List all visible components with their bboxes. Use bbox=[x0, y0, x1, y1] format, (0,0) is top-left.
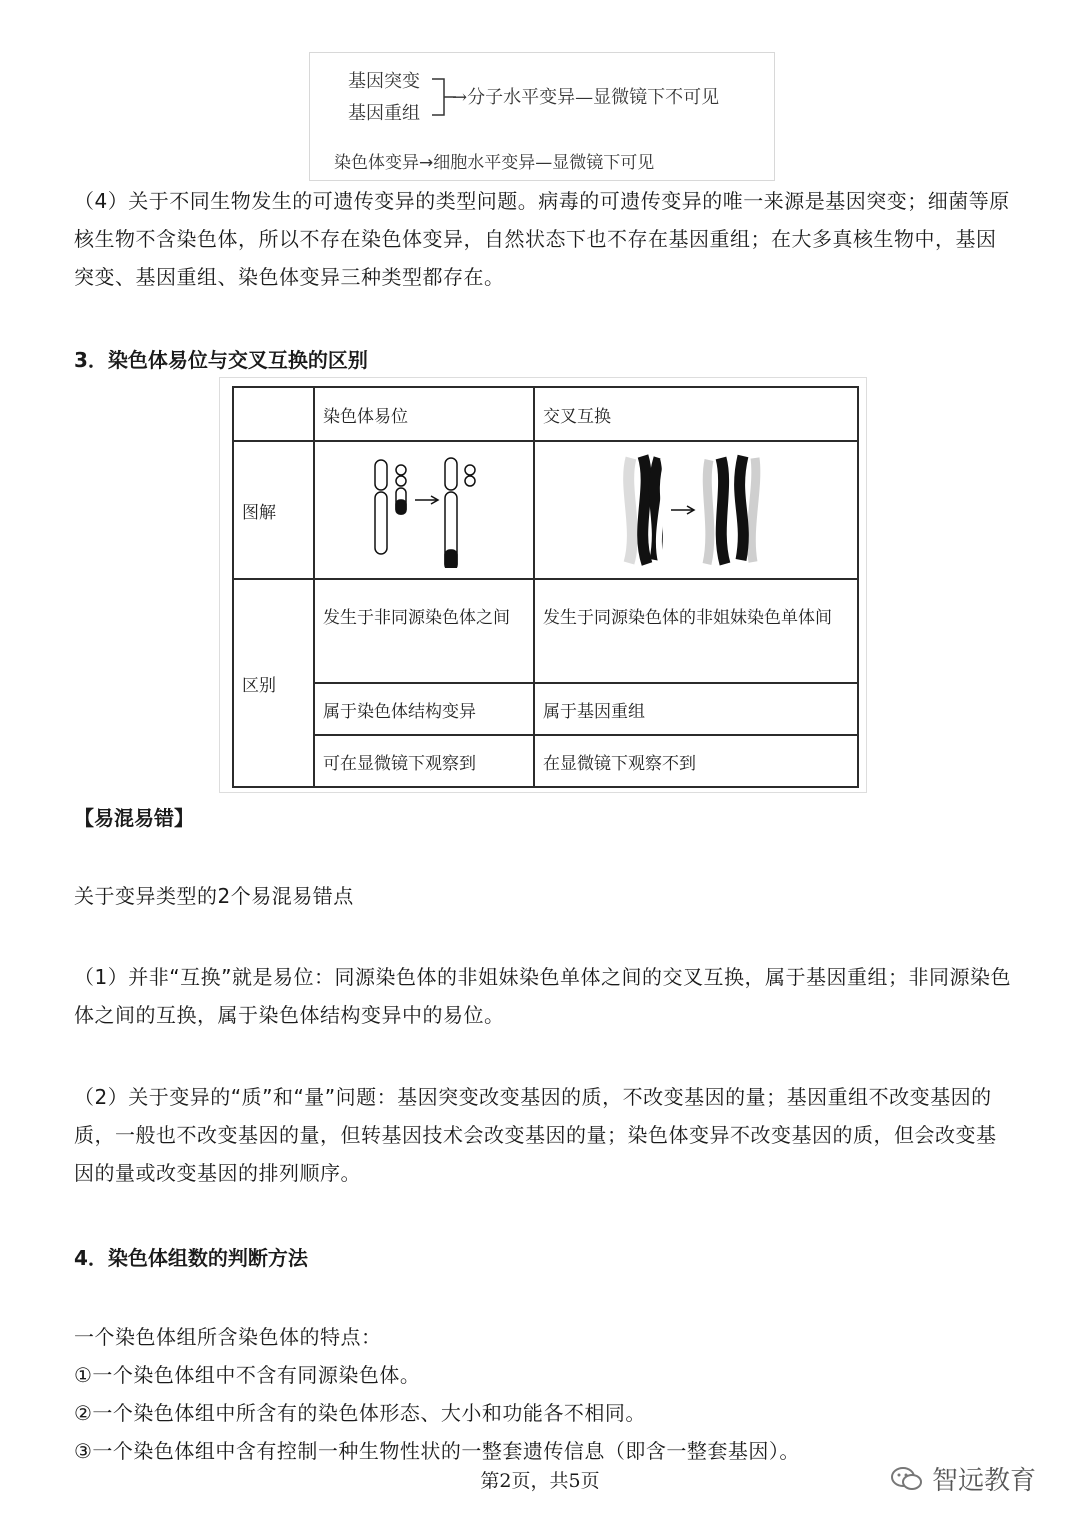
header-translocation: 染色体易位 bbox=[314, 387, 534, 441]
row-label-difference: 区别 bbox=[233, 579, 314, 787]
page-number-footer: 第2页，共5页 bbox=[480, 1470, 600, 1492]
variation-summary-figure bbox=[309, 52, 775, 181]
row-label-diagram: 图解 bbox=[233, 441, 314, 579]
section-4-item-3: ③一个染色体组中含有控制一种生物性状的一整套遗传信息（即含一整套基因）。 bbox=[74, 1439, 800, 1463]
section-4-item-2: ②一个染色体组中所含有的染色体形态、大小和功能各不相同。 bbox=[74, 1401, 646, 1425]
confusion-point-2: （2）关于变异的“质”和“量”问题：基因突变改变基因的质，不改变基因的量；基因重组不改变基因的质，一般也不改变基因的量，但转基因技术会改变基因的量；染色体变异不改变基因的质，但会改变基因的量或改变基因的排列顺序。 bbox=[74, 1085, 997, 1185]
gene-recombination-label: 基因重组 bbox=[348, 103, 420, 124]
crossover-illustration bbox=[543, 448, 843, 568]
section-4-heading: 4．染色体组数的判断方法 bbox=[74, 1246, 308, 1270]
empty-header-cell bbox=[233, 387, 314, 441]
crossover-diff-3: 在显微镜下观察不到 bbox=[534, 735, 858, 787]
comparison-table-figure bbox=[219, 377, 867, 793]
translocation-diff-2: 属于染色体结构变异 bbox=[314, 683, 534, 735]
wechat-icon bbox=[890, 1465, 924, 1493]
crossover-diff-1: 发生于同源染色体的非姐妹染色单体间 bbox=[534, 579, 858, 683]
section-4-item-1: ①一个染色体组中不含有同源染色体。 bbox=[74, 1363, 421, 1387]
watermark-text: 智远教育 bbox=[932, 1466, 1037, 1496]
crossover-diagram bbox=[534, 441, 858, 579]
molecular-variation-text: →分子水平变异—显微镜下不可见 bbox=[452, 87, 720, 108]
confusion-title: 【易混易错】 bbox=[74, 806, 194, 830]
section-4-intro: 一个染色体组所含染色体的特点： bbox=[74, 1325, 382, 1349]
comparison-table bbox=[232, 386, 859, 788]
translocation-diagram bbox=[314, 441, 534, 579]
section-3-heading: 3．染色体易位与交叉互换的区别 bbox=[74, 348, 368, 372]
crossover-diff-2: 属于基因重组 bbox=[534, 683, 858, 735]
item-4-paragraph: （4）关于不同生物发生的可遗传变异的类型问题。病毒的可遗传变异的唯一来源是基因突变；细菌等原核生物不含染色体，所以不存在染色体变异，自然状态下也不存在基因重组；在大多真核生物中，基因突变、基因重组、染色体变异三种类型都存在。 bbox=[74, 189, 1010, 289]
header-crossover: 交叉互换 bbox=[534, 387, 858, 441]
chromosome-variation-text: 染色体变异→细胞水平变异—显微镜下可见 bbox=[334, 153, 655, 173]
translocation-diff-1: 发生于非同源染色体之间 bbox=[314, 579, 534, 683]
watermark bbox=[890, 1460, 1036, 1497]
translocation-diff-3: 可在显微镜下观察到 bbox=[314, 735, 534, 787]
gene-mutation-label: 基因突变 bbox=[348, 71, 420, 92]
confusion-point-1: （1）并非“互换”就是易位：同源染色体的非姐妹染色单体之间的交叉互换，属于基因重组；非同源染色体之间的互换，属于染色体结构变异中的易位。 bbox=[74, 965, 1011, 1027]
confusion-intro: 关于变异类型的2个易混易错点 bbox=[74, 884, 354, 908]
translocation-illustration bbox=[323, 448, 523, 568]
